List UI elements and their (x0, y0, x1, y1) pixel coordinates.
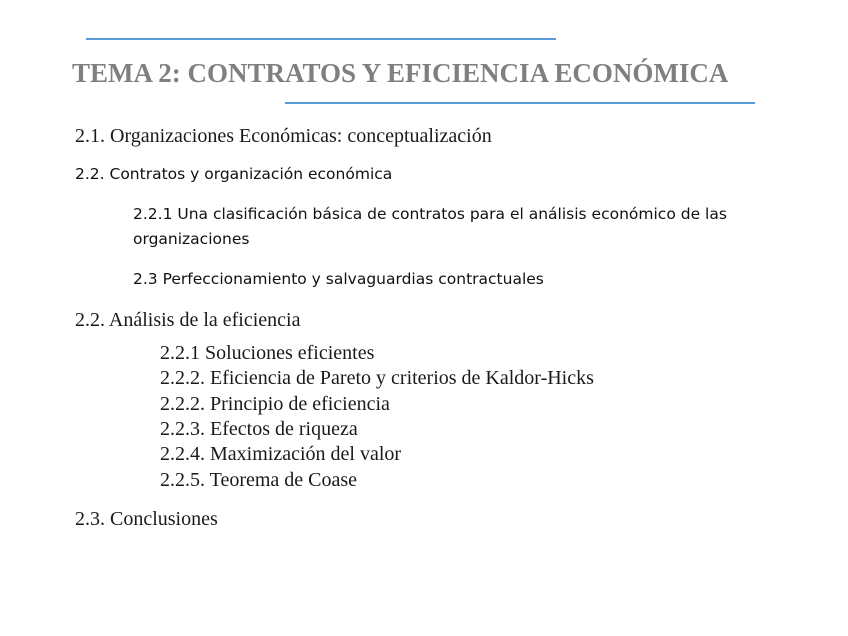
outline-subitem-maximizacion: 2.2.4. Maximización del valor (160, 443, 402, 465)
title-rule-top (86, 38, 556, 40)
outline-item-2-2-1-clasificacion: 2.2.1 Una clasificación básica de contratos para el análisis económico de las (133, 205, 727, 223)
outline-subitem-soluciones: 2.2.1 Soluciones eficientes (160, 342, 375, 364)
outline-item-2-1: 2.1. Organizaciones Económicas: conceptualización (75, 125, 492, 147)
outline-item-2-3-conclusiones: 2.3. Conclusiones (75, 508, 218, 530)
outline-item-2-2-analisis: 2.2. Análisis de la eficiencia (75, 309, 301, 331)
title-rule-bottom (285, 102, 755, 104)
outline-subitem-riqueza: 2.2.3. Efectos de riqueza (160, 418, 358, 440)
outline-item-2-2-1-continuation: organizaciones (133, 230, 250, 248)
outline-subitem-pareto: 2.2.2. Eficiencia de Pareto y criterios de Kaldor-Hicks (160, 367, 594, 389)
outline-item-2-3-perfeccionamiento: 2.3 Perfeccionamiento y salvaguardias contractuales (133, 270, 544, 288)
slide-title: TEMA 2: CONTRATOS Y EFICIENCIA ECONÓMICA (72, 58, 729, 88)
outline-subitem-coase: 2.2.5. Teorema de Coase (160, 469, 358, 491)
outline-item-2-2-contratos: 2.2. Contratos y organización económica (75, 165, 393, 183)
outline-subitem-principio: 2.2.2. Principio de eficiencia (160, 393, 390, 415)
